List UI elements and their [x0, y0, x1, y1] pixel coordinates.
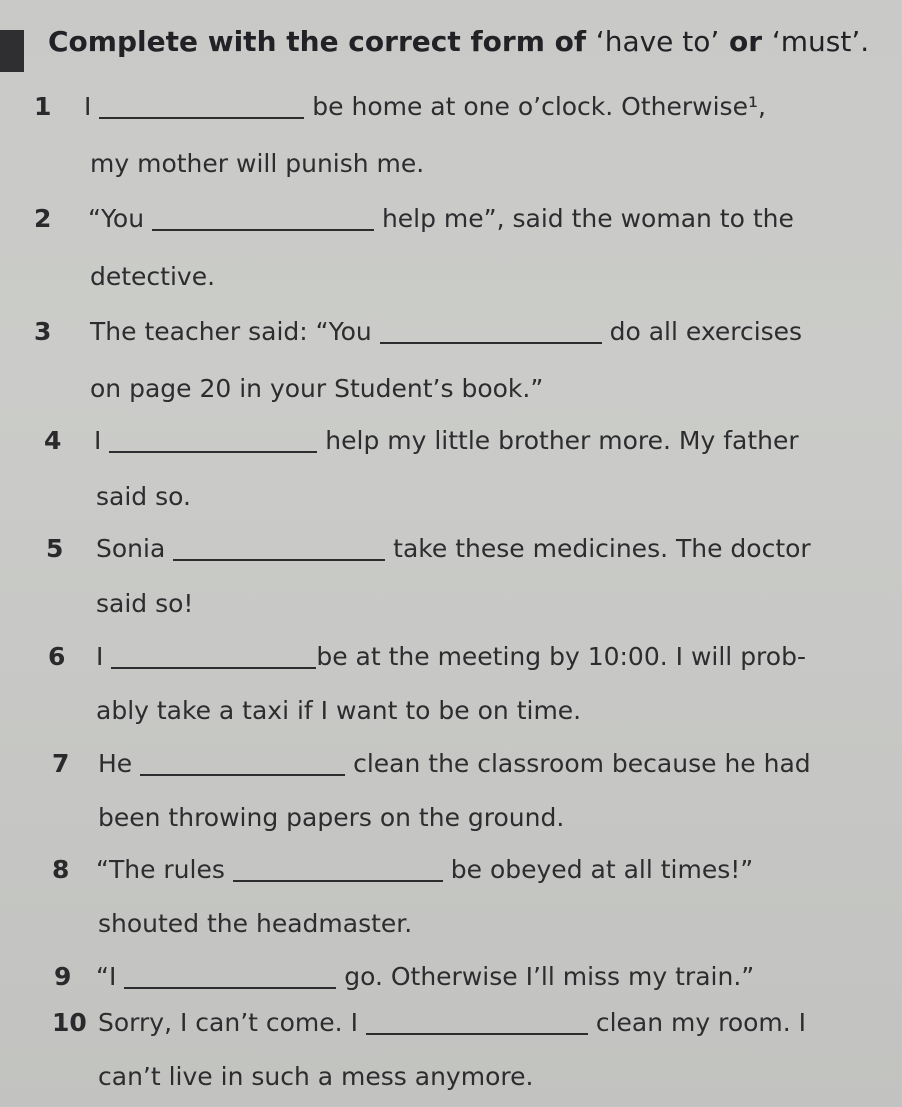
answer-blank[interactable]: [366, 1033, 588, 1035]
answer-blank[interactable]: [99, 117, 304, 119]
item-text-before: I: [96, 642, 112, 671]
answer-blank[interactable]: [124, 987, 336, 989]
item-continuation: on page 20 in your Student’s book.”: [90, 374, 544, 403]
item-text-after: take these medicines. The doctor: [385, 534, 811, 563]
item-text-before: I: [84, 92, 100, 121]
item-continuation: said so!: [96, 589, 194, 618]
exercise-item-10: [98, 1006, 806, 1040]
item-text-after: go. Otherwise I’ll miss my train.”: [336, 962, 755, 991]
exercise-item-9: [96, 960, 754, 994]
item-number: 3: [34, 317, 52, 346]
exercise-item-6: [96, 640, 806, 674]
item-number: 10: [52, 1008, 87, 1037]
exercise-item-4: [94, 424, 799, 458]
instruction-text: Complete with the correct form of: [48, 25, 596, 58]
item-text-after: clean the classroom because he had: [345, 749, 811, 778]
item-text-after: be obeyed at all times!”: [442, 855, 754, 884]
item-text-after: clean my room. I: [587, 1008, 807, 1037]
item-text-before: “The rules: [96, 855, 233, 884]
item-text-after: be home at one o’clock. Otherwise¹,: [304, 92, 766, 121]
item-continuation: shouted the headmaster.: [98, 909, 413, 938]
item-text-after: help me”, said the woman to the: [374, 204, 794, 233]
item-text-before: “I: [96, 962, 125, 991]
answer-blank[interactable]: [140, 774, 345, 776]
item-continuation: been throwing papers on the ground.: [98, 803, 565, 832]
item-text-before: The teacher said: “You: [90, 317, 380, 346]
item-number: 5: [46, 534, 64, 563]
item-text-after: be at the meeting by 10:00. I will prob-: [316, 642, 806, 671]
item-continuation: can’t live in such a mess anymore.: [98, 1062, 534, 1091]
exercise-item-8: [96, 853, 753, 887]
item-number: 1: [34, 92, 52, 121]
item-number: 4: [44, 426, 62, 455]
exercise-item-7: [98, 747, 811, 781]
item-text-before: I: [94, 426, 110, 455]
instruction-must: ‘must’.: [771, 25, 870, 58]
answer-blank[interactable]: [380, 342, 602, 344]
item-number: 7: [52, 749, 70, 778]
instruction-have-to: ‘have to’: [595, 25, 720, 58]
item-number: 2: [34, 204, 52, 233]
item-continuation: my mother will punish me.: [90, 149, 425, 178]
item-text-before: “You: [88, 204, 152, 233]
item-number: 6: [48, 642, 66, 671]
item-number: 9: [54, 962, 72, 991]
exercise-item-5: [96, 532, 811, 566]
item-continuation: ably take a taxi if I want to be on time.: [96, 696, 582, 725]
item-text-before: Sonia: [96, 534, 174, 563]
answer-blank[interactable]: [111, 667, 316, 669]
instruction-or: or: [719, 25, 772, 58]
exercise-item-2: [88, 202, 794, 236]
item-text-after: do all exercises: [601, 317, 803, 346]
item-number: 8: [52, 855, 70, 884]
answer-blank[interactable]: [152, 229, 374, 231]
exercise-item-3: [90, 315, 802, 349]
section-marker: [0, 30, 24, 72]
item-text-before: He: [98, 749, 141, 778]
item-continuation: said so.: [96, 482, 191, 511]
item-continuation: detective.: [90, 262, 216, 291]
item-text-after: help my little brother more. My father: [317, 426, 799, 455]
answer-blank[interactable]: [233, 880, 443, 882]
item-text-before: Sorry, I can’t come. I: [98, 1008, 366, 1037]
answer-blank[interactable]: [109, 451, 317, 453]
exercise-item-1: [84, 90, 766, 124]
answer-blank[interactable]: [173, 559, 385, 561]
exercise-instruction: [48, 22, 869, 62]
